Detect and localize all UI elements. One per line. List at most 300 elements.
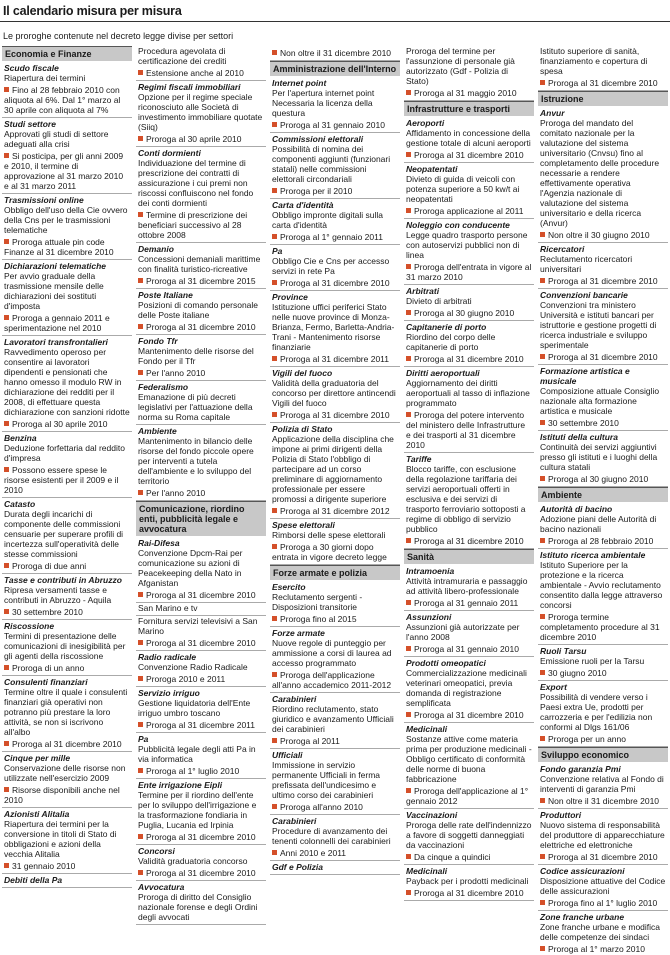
entry-deadline-text: Proroga per un anno <box>548 734 626 744</box>
entry-description: Assunzioni già autorizzate per l'anno 2008 <box>406 622 520 642</box>
entry-heading: Province <box>272 292 308 302</box>
entry-rai-difesa <box>136 537 266 603</box>
entry-description: Individuazione del termine di prescrizione dei contratti di assicurazione i cui premi non riscossi confluiscono nel fondo dei conti dormienti <box>138 158 254 208</box>
entry-internet-point <box>270 77 400 133</box>
entry-heading: Regimi fiscali immobiliari <box>138 82 241 92</box>
bullet-square-icon <box>406 646 411 651</box>
entry-description: Reclutamento ricercatori universitari <box>540 254 633 274</box>
entry-deadline-text: Proroga attuale pin code Finanze al 31 dicembre 2010 <box>4 237 114 257</box>
entry-heading: Prodotti omeopatici <box>406 658 486 668</box>
entry-deadline <box>272 668 398 690</box>
entry-deadline-text: Proroga al 31 dicembre 2015 <box>146 276 256 286</box>
bullet-square-icon <box>272 616 277 621</box>
entry-deadline-text: Possono essere spese le risorse esistenti per il 2009 e il 2010 <box>4 465 119 495</box>
entry-heading: Scudo fiscale <box>4 63 59 73</box>
entry-deadline-text: Proroga al 2011 <box>280 736 340 746</box>
entry-deadline-text: Proroga al 31 dicembre 2012 <box>280 506 390 516</box>
entry-heading: Gdf e Polizia <box>272 862 324 872</box>
entry-deadline-text: Proroga al 1° luglio 2010 <box>146 766 240 776</box>
bullet-square-icon <box>540 232 545 237</box>
entry-description: Obbligo dell'uso della Cie ovvero della Cns per le trasmissioni telematiche <box>4 205 128 235</box>
bullet-square-icon <box>406 712 411 717</box>
entry-heading: Polizia di Stato <box>272 424 333 434</box>
entry-description: Riapertura dei termini per la conversione in titoli di Stato di obbligazioni e azioni della vecchia Alitalia <box>4 819 117 859</box>
bullet-square-icon <box>138 722 143 727</box>
entry-formazione-artistica-e-musicale <box>538 365 668 431</box>
entry-deadline <box>540 896 666 908</box>
entry-intramoenia <box>404 565 534 611</box>
entry-heading: Vigili del fuoco <box>272 368 333 378</box>
entry-heading: Dichiarazioni telematiche <box>4 261 107 271</box>
entry-heading: Demanio <box>138 244 174 254</box>
entry-deadline <box>138 636 264 648</box>
entry-procedura-agevolata-di-certificazione-dei-crediti <box>136 46 266 81</box>
entry-produttori <box>538 809 668 865</box>
bullet-square-icon <box>272 804 277 809</box>
entry-deadline <box>540 274 666 286</box>
bullet-square-icon <box>4 153 9 158</box>
bullet-square-icon <box>4 741 9 746</box>
bullet-square-icon <box>272 234 277 239</box>
entry-deadline <box>540 416 666 428</box>
bullet-square-icon <box>138 592 143 597</box>
entry-heading: Commissioni elettorali <box>272 134 364 144</box>
entry-codice-assicurazioni <box>538 865 668 911</box>
entry-deadline <box>4 149 130 191</box>
entry-heading: Convenzioni bancarie <box>540 290 628 300</box>
entry-description: Obbligo impronte digitali sulla carta d'identità <box>272 210 384 230</box>
bullet-square-icon <box>138 768 143 773</box>
entry-deadline-text: Proroga al 31 dicembre 2010 <box>146 590 256 600</box>
entry-deadline-text: Proroga al 31 dicembre 2010 <box>414 710 524 720</box>
entry-description: Validità della graduatoria del concorso per direttore antincendi Vigili del fuoco <box>272 378 396 408</box>
entry-description: Ripresa versamenti tasse e contributi in Abruzzo - Aquila <box>4 585 112 605</box>
entry-description: Convenzione Radio Radicale <box>138 662 248 672</box>
entry-description: Riordino reclutamento, stato giuridico e avanzamento Ufficiali dei carabinieri <box>272 704 394 734</box>
bullet-square-icon <box>138 278 143 283</box>
entry-description: Proroga di diritto del Consiglio nazionale forense e degli Ordini degli avvocati <box>138 892 258 922</box>
page-title: Il calendario misura per misura <box>3 4 182 18</box>
entry-heading: Conti dormienti <box>138 148 201 158</box>
bullet-square-icon <box>272 356 277 361</box>
section-header-sanita: Sanità <box>404 549 534 564</box>
bullet-square-icon <box>272 850 277 855</box>
entry-deadline-text: Proroga al 31 dicembre 2010 <box>12 739 122 749</box>
entry-heading: Anvur <box>540 108 565 118</box>
entry-debiti-della-pa <box>2 874 132 888</box>
bullet-square-icon <box>4 87 9 92</box>
entry-diritti-aeroportuali <box>404 367 534 453</box>
entry-neopatentati <box>404 163 534 219</box>
entry-deadline-text: Proroga a gennaio 2011 e sperimentazione nel 2010 <box>4 313 110 333</box>
entry-avvocatura <box>136 881 266 925</box>
entry-description: Disposizione attuative del Codice delle assicurazioni <box>540 876 666 896</box>
entry-conti-dormienti <box>136 147 266 243</box>
bullet-square-icon <box>406 854 411 859</box>
entry-ente-irrigazione-eipli <box>136 779 266 845</box>
columns-area <box>0 46 670 955</box>
entry-description: Nuove regole di punteggio per ammissione a corsi di laurea ad accesso programmato <box>272 638 392 668</box>
entry-vigili-del-fuoco <box>270 367 400 423</box>
entry-deadline-text: Estensione anche al 2010 <box>146 68 244 78</box>
bullet-square-icon <box>406 356 411 361</box>
entry-ricercatori <box>538 243 668 289</box>
entry-deadline <box>138 320 264 332</box>
entry-description: Procedure di avanzamento dei tenenti colonnelli dei carabinieri <box>272 826 391 846</box>
entry-deadline-text: Proroga al 31 dicembre 2011 <box>146 720 255 730</box>
entry-description: Validità graduatoria concorso <box>138 856 248 866</box>
entry-description: Gestione liquidatoria dell'Ente irriguo umbro toscano <box>138 698 251 718</box>
entry-deadline <box>4 83 130 115</box>
entry-servizio-irriguo <box>136 687 266 733</box>
entry-deadline <box>406 596 532 608</box>
entry-description: Proroga del termine per l'assunzione di personale già autorizzato (Gdf - Polizia di Stato) <box>406 46 515 86</box>
entry-heading: Arbitrati <box>406 286 440 296</box>
bullet-square-icon <box>4 239 9 244</box>
entry-deadline <box>406 534 532 546</box>
entry-ambiente <box>136 425 266 501</box>
entry-deadline <box>406 352 532 364</box>
entry-concorsi <box>136 845 266 881</box>
entry-deadline-text: 31 gennaio 2010 <box>12 861 76 871</box>
entry-deadline-text: Non oltre il 30 giugno 2010 <box>548 230 650 240</box>
entry-ruoli-tarsu <box>538 645 668 681</box>
entry-medicinali <box>404 865 534 901</box>
entry-deadline-text: Proroga dell'entrata in vigore al 31 marzo 2010 <box>406 262 532 282</box>
entry-deadline <box>540 666 666 678</box>
bullet-square-icon <box>540 854 545 859</box>
entry-deadline <box>138 672 264 684</box>
entry-description: Affidamento in concessione della gestione totale di alcuni aeroporti <box>406 128 531 148</box>
entry-description: Convenzione Dpcm-Rai per comunicazione su azioni di Peacekeeping della Nato in Afganistan <box>138 548 243 588</box>
entry-deadline-text: Proroga al 31 dicembre 2010 <box>548 352 658 362</box>
entry-deadline-text: Proroga al 30 giugno 2010 <box>414 308 515 318</box>
entry-capitanerie-di-porto <box>404 321 534 367</box>
entry-aeroporti <box>404 117 534 163</box>
entry-deadline <box>406 784 532 806</box>
entry-description: Composizione attuale Consiglio nazionale alta formazione artistica e musicale <box>540 386 660 416</box>
entry-heading: Capitanerie di porto <box>406 322 487 332</box>
bullet-square-icon <box>540 614 545 619</box>
entry-description: Sostanze attive come materia prima per produzione medicinali - Obbligo certificato di conformità delle norme di buona fabbricazione <box>406 734 532 784</box>
entry-description: Applicazione della disciplina che impone ai primi dirigenti della Polizia di Stato l'obbligo di partecipare ad un corso preliminare di aggiornamento professionale per essere promossi a dirigente superiore <box>272 434 394 504</box>
entry-deadline <box>272 184 398 196</box>
entry-istituto-superiore-di-sanita-finanziamento-e-copertura-di-spesa <box>538 46 668 91</box>
entry-heading: Codice assicurazioni <box>540 866 625 876</box>
entry-deadline-text: Proroga al 31 gennaio 2011 <box>414 598 519 608</box>
entry-description: Per l'apertura internet point Necessaria la licenza della questura <box>272 88 375 118</box>
entry-heading: Tasse e contributi in Abruzzo <box>4 575 122 585</box>
entry-heading: Ufficiali <box>272 750 303 760</box>
entry-deadline-text: Proroga al 31 dicembre 2010 <box>146 832 256 842</box>
bullet-square-icon <box>272 280 277 285</box>
entry-deadline-text: Proroga fino al 2015 <box>280 614 357 624</box>
bullet-square-icon <box>138 870 143 875</box>
entry-description: Legge quadro trasporto persone con autoservizi pubblici non di linea <box>406 230 528 260</box>
entry-description: Nuovo sistema di responsabilità del produttore di apparecchiature elettriche ed elettroniche <box>540 820 665 850</box>
entry-ufficiali <box>270 749 400 815</box>
entry-fondo-tfr <box>136 335 266 381</box>
bullet-square-icon <box>406 152 411 157</box>
entry-deadline-text: Proroga di un anno <box>12 663 85 673</box>
entry-description: Commercializzazione medicinali veterinari omeopatici, previa domanda di registrazione semplificata <box>406 668 527 708</box>
entry-description: Termini di presentazione delle comunicazioni di inesigibilità per gli agenti della riscossione <box>4 631 126 661</box>
entry-description: Approvati gli studi di settore adeguati alla crisi <box>4 129 109 149</box>
entry-deadline <box>138 132 264 144</box>
entry-heading: Ruoli Tarsu <box>540 646 587 656</box>
entry-deadline <box>406 886 532 898</box>
entry-deadline <box>138 208 264 240</box>
entry-deadline <box>138 274 264 286</box>
entry-deadline-text: Proroga al 31 dicembre 2010 <box>548 78 658 88</box>
bullet-square-icon <box>272 412 277 417</box>
entry-heading: Studi settore <box>4 119 56 129</box>
entry-deadline <box>406 204 532 216</box>
section-header-forze-armate-e-polizia: Forze armate e polizia <box>270 565 400 580</box>
bullet-square-icon <box>406 264 411 269</box>
entry-deadline-text: Proroga al 30 aprile 2010 <box>12 419 108 429</box>
entry-deadline-text: Proroga al 1° marzo 2010 <box>548 944 645 954</box>
entry-heading: Spese elettorali <box>272 520 335 530</box>
entry-deadline <box>272 118 398 130</box>
entry-deadline <box>406 260 532 282</box>
entry-carta-d-identita <box>270 199 400 245</box>
entry-deadline <box>4 417 130 429</box>
entry-description: Deduzione forfettaria dal reddito d'impresa <box>4 443 125 463</box>
entry-deadline <box>540 610 666 642</box>
entry-deadline-text: Proroga fino al 1° luglio 2010 <box>548 898 658 908</box>
entry-deadline <box>4 311 130 333</box>
bullet-square-icon <box>138 70 143 75</box>
bullet-square-icon <box>4 665 9 670</box>
title-rule <box>0 21 670 22</box>
entry-esercito <box>270 581 400 627</box>
entry-pa <box>270 245 400 291</box>
entry-deadline <box>138 718 264 730</box>
bullet-square-icon <box>272 672 277 677</box>
bullet-square-icon <box>406 90 411 95</box>
entry-heading: Intramoenia <box>406 566 455 576</box>
entry-deadline <box>272 846 398 858</box>
entry-fornitura-servizi-televisivi-a-san-marino <box>136 616 266 651</box>
entry-deadline-text: Proroga al 31 dicembre 2011 <box>280 354 389 364</box>
entry-heading: Concorsi <box>138 846 175 856</box>
bullet-square-icon <box>540 354 545 359</box>
entry-deadline <box>272 276 398 288</box>
entry-description: Divieto di arbitrati <box>406 296 472 306</box>
entry-description: Istituzione uffici periferici Stato nelle nuove province di Monza-Brianza, Fermo, Barletta-Andria-Trani - Mantenimento risorse finanziarie <box>272 302 395 352</box>
bullet-square-icon <box>540 538 545 543</box>
entry-heading: Riscossione <box>4 621 55 631</box>
page-subtitle: Le proroghe contenute nel decreto legge divise per settori <box>3 31 234 41</box>
entry-description: Per avvio graduale della trasmissione mensile delle dichiarazioni dei sostituti d'imposta <box>4 271 104 311</box>
bullet-square-icon <box>406 600 411 605</box>
entry-description: Riordino del corpo delle capitanerie di porto <box>406 332 496 352</box>
entry-medicinali <box>404 723 534 809</box>
entry-carabinieri <box>270 693 400 749</box>
entry-deadline <box>4 859 130 871</box>
entry-deadline <box>4 661 130 673</box>
entry-commissioni-elettorali <box>270 133 400 199</box>
entry-gdf-e-polizia <box>270 861 400 875</box>
entry-deadline <box>406 408 532 450</box>
entry-description: Attività intramuraria e passaggio ad attività libero-professionale <box>406 576 528 596</box>
entry-consulenti-finanziari <box>2 676 132 752</box>
bullet-square-icon <box>4 315 9 320</box>
entry-heading: Ente irrigazione Eipli <box>138 780 223 790</box>
entry-heading: Servizio irriguo <box>138 688 200 698</box>
entry-heading: Debiti della Pa <box>4 875 63 885</box>
entry-description: Possibilità di vendere verso i Paesi extra Ue, prodotti per carrozzeria e per l'edilizia non conformi al Dlgs 161/06 <box>540 692 653 732</box>
entry-deadline <box>4 559 130 571</box>
entry-demanio <box>136 243 266 289</box>
entry-deadline <box>138 866 264 878</box>
column-4 <box>404 46 534 955</box>
bullet-square-icon <box>540 900 545 905</box>
entry-description: Pubblicità legale degli atti Pa in via informatica <box>138 744 256 764</box>
entry-heading: Fondo garanzia Pmi <box>540 764 621 774</box>
entry-deadline <box>4 783 130 805</box>
entry-deadline-text: Proroga all'anno 2010 <box>280 802 363 812</box>
entry-deadline <box>540 472 666 484</box>
entry-description: Mantenimento in bilancio delle risorse del fondo piccole opere per interventi a tutela dell'ambiente e lo sviluppo del territorio <box>138 436 254 486</box>
section-header-ambiente: Ambiente <box>538 487 668 502</box>
entry-deadline-text: Proroga al 31 dicembre 2010 <box>280 410 390 420</box>
entry-spese-elettorali <box>270 519 400 565</box>
entry-heading: Forze armate <box>272 628 325 638</box>
bullet-square-icon <box>540 736 545 741</box>
entry-heading: Ricercatori <box>540 244 585 254</box>
entry-heading: Carabinieri <box>272 816 317 826</box>
entry-deadline-text: Proroga al 30 aprile 2010 <box>146 134 242 144</box>
entry-deadline <box>406 306 532 318</box>
entry-noleggio-con-conducente <box>404 219 534 285</box>
entry-description: Concessioni demaniali marittime con finalità turistico-ricreative <box>138 254 261 274</box>
entry-heading: Pa <box>272 246 283 256</box>
entry-federalismo <box>136 381 266 425</box>
entry-description: Adozione piani delle Autorità di bacino nazionali <box>540 514 657 534</box>
entry-description: Istituto superiore di sanità, finanziamento e copertura di spesa <box>540 46 648 76</box>
column-1 <box>2 46 132 955</box>
entry-istituto-ricerca-ambientale <box>538 549 668 645</box>
entry-deadline <box>138 764 264 776</box>
entry-description: Fornitura servizi televisivi a San Marino <box>138 616 258 636</box>
entry-deadline-text: Proroga termine completamento procedure al 31 dicembre 2010 <box>540 612 660 642</box>
entry-heading: Azionisti Alitalia <box>4 809 70 819</box>
bullet-square-icon <box>272 544 277 549</box>
entry-deadline <box>272 800 398 812</box>
entry-istituti-della-cultura <box>538 431 668 487</box>
column-5 <box>538 46 668 955</box>
entry-item <box>270 46 400 61</box>
bullet-square-icon <box>540 946 545 951</box>
entry-description: Convenzioni tra ministero Università e istituti bancari per istruttorie e gestione progetti di ricerca industriale e sviluppo sperimentale <box>540 300 657 350</box>
entry-heading: Rai-Difesa <box>138 538 180 548</box>
entry-description: Emanazione di più decreti legislativi per l'attuazione della norma su Roma capitale <box>138 392 253 422</box>
entry-description: Posizioni di comando personale delle Poste italiane <box>138 300 259 320</box>
entry-deadline <box>4 605 130 617</box>
entry-deadline-text: Proroga al 1° gennaio 2011 <box>280 232 383 242</box>
bullet-square-icon <box>406 788 411 793</box>
entry-deadline-text: Fino al 28 febbraio 2010 con aliquota al 6%. Dal 1° marzo al 30 aprile con aliquota al 7% <box>4 85 121 115</box>
entry-heading: Tariffe <box>406 454 432 464</box>
entry-heading: Radio radicale <box>138 652 197 662</box>
entry-deadline <box>138 366 264 378</box>
entry-deadline <box>138 588 264 600</box>
entry-deadline-text: Proroga al 31 dicembre 2010 <box>280 278 390 288</box>
entry-description: Termine per il riordino dell'ente per lo sviluppo dell'irrigazione e la trasformazione fondiaria in Puglia, Lucania ed Irpinia <box>138 790 257 830</box>
entry-deadline <box>4 737 130 749</box>
entry-deadline-text: 30 settembre 2010 <box>548 418 619 428</box>
entry-riscossione <box>2 620 132 676</box>
entry-heading: Pa <box>138 734 149 744</box>
section-header-sviluppo-economico: Sviluppo economico <box>538 747 668 762</box>
bullet-square-icon <box>540 670 545 675</box>
entry-deadline-text: Proroga al 28 febbraio 2010 <box>548 536 654 546</box>
entry-deadline-text: Proroga al 30 giugno 2010 <box>548 474 649 484</box>
bullet-square-icon <box>406 412 411 417</box>
bullet-square-icon <box>138 676 143 681</box>
bullet-square-icon <box>272 50 277 55</box>
entry-deadline-text: Proroga dell'applicazione all'anno accademico 2011-2012 <box>272 670 392 690</box>
entry-deadline-text: Risorse disponibili anche nel 2010 <box>4 785 120 805</box>
entry-deadline-text: Proroga al 31 dicembre 2010 <box>414 354 524 364</box>
entry-anvur <box>538 107 668 243</box>
entry-deadline <box>540 76 666 88</box>
entry-fondo-garanzia-pmi <box>538 763 668 809</box>
entry-tariffe <box>404 453 534 549</box>
entry-deadline <box>138 66 264 78</box>
entry-deadline <box>272 408 398 420</box>
entry-deadline-text: Proroga al 31 dicembre 2010 <box>414 888 524 898</box>
entry-heading: Zone franche urbane <box>540 912 625 922</box>
bullet-square-icon <box>540 80 545 85</box>
entry-description: Possibilità di nomina dei componenti aggiunti (funzionari statali) nelle commissioni elettorali circondariali <box>272 144 391 184</box>
entry-arbitrati <box>404 285 534 321</box>
entry-heading: Cinque per mille <box>4 753 71 763</box>
entry-heading: Noleggio con conducente <box>406 220 510 230</box>
entry-deadline-text: Proroga per il 2010 <box>280 186 353 196</box>
entry-heading: Ambiente <box>138 426 177 436</box>
bullet-square-icon <box>4 563 9 568</box>
entry-description: Continuità dei servizi aggiuntivi presso gli istituti e i luoghi della cultura statali <box>540 442 658 472</box>
entry-dichiarazioni-telematiche <box>2 260 132 336</box>
bullet-square-icon <box>406 538 411 543</box>
entry-deadline-text: Proroga al 31 dicembre 2010 <box>548 276 658 286</box>
entry-radio-radicale <box>136 651 266 687</box>
entry-deadline <box>272 504 398 516</box>
entry-deadline <box>272 230 398 242</box>
entry-deadline-text: Proroga 2010 e 2011 <box>146 674 226 684</box>
bullet-square-icon <box>138 490 143 495</box>
entry-san-marino-e-tv <box>136 603 266 616</box>
entry-description: Termine oltre il quale i consulenti finanziari già operativi non potranno più prestare la loro attività, se non si iscrivono all'albo <box>4 687 128 737</box>
entry-deadline-text: Proroga al 31 dicembre 2010 <box>146 322 256 332</box>
entry-zone-franche-urbane <box>538 911 668 955</box>
entry-heading: Benzina <box>4 433 37 443</box>
entry-description: Procedura agevolata di certificazione dei crediti <box>138 46 227 66</box>
entry-heading: Neopatentati <box>406 164 458 174</box>
entry-heading: Vaccinazioni <box>406 810 458 820</box>
entry-heading: Autorità di bacino <box>540 504 613 514</box>
entry-deadline-text: Proroga al 31 dicembre 2010 <box>146 868 256 878</box>
entry-description: San Marino e tv <box>138 603 198 613</box>
entry-deadline-text: Per l'anno 2010 <box>146 488 206 498</box>
entry-deadline-text: Proroga al 31 maggio 2010 <box>414 88 517 98</box>
entry-deadline-text: Proroga al 31 dicembre 2010 <box>548 852 658 862</box>
bullet-square-icon <box>138 834 143 839</box>
entry-poste-italiane <box>136 289 266 335</box>
